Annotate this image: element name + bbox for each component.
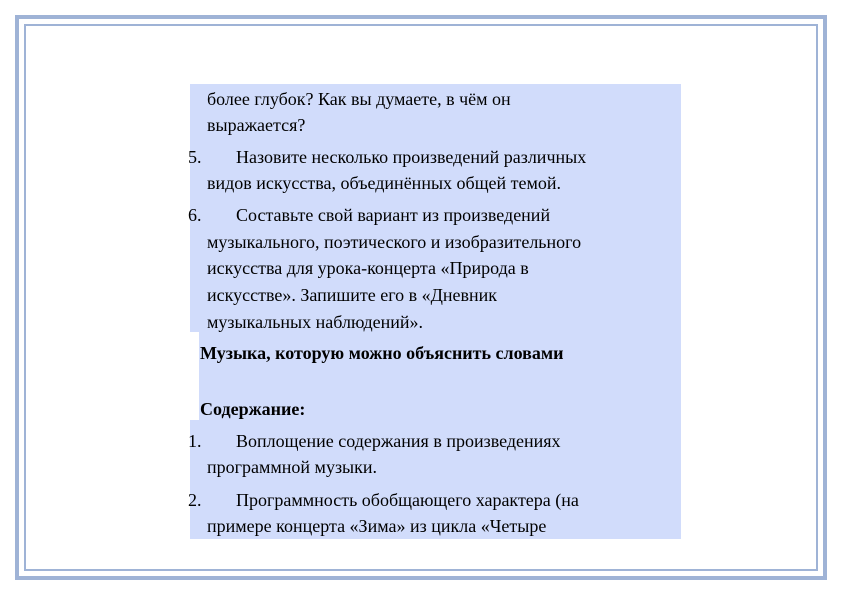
list-item-line: программной музыки. [207, 457, 378, 477]
list-item-line: Программность обобщающего характера (на [236, 490, 579, 510]
list-item-number: 5. [188, 147, 202, 167]
content-label: Содержание: [200, 399, 306, 419]
list-item-line: Назовите несколько произведений различных [236, 147, 587, 167]
list-item-line: видов искусства, объединённых общей темой. [207, 173, 562, 193]
list-item-line: музыкального, поэтического и изобразительного [207, 232, 582, 252]
list-item-line: примере концерта «Зима» из цикла «Четыре [207, 516, 547, 536]
list-item-line: музыкальных наблюдений». [207, 312, 424, 332]
intro-line: выражается? [207, 115, 306, 135]
list-item-line: искусстве». Запишите его в «Дневник [207, 285, 498, 305]
intro-line: более глубок? Как вы думаете, в чём он [207, 89, 511, 109]
text-panel [190, 84, 681, 539]
list-item-number: 6. [188, 205, 202, 225]
list-item-number: 1. [188, 431, 202, 451]
section-title: Музыка, которую можно объяснить словами [200, 343, 564, 363]
list-item-number: 2. [188, 490, 202, 510]
list-item-line: Составьте свой вариант из произведений [236, 205, 551, 225]
list-item-line: Воплощение содержания в произведениях [236, 431, 561, 451]
list-item-line: искусства для урока-концерта «Природа в [207, 258, 529, 278]
